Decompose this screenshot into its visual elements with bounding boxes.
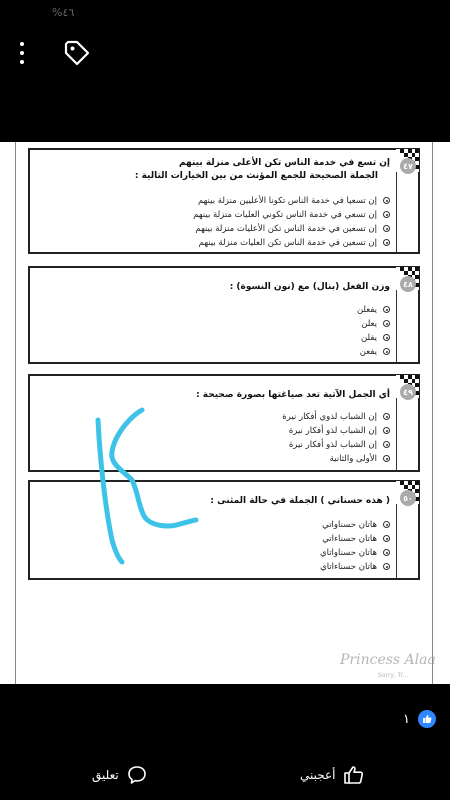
question-text: أي الجمل الآتية تعد صياغتها بصورة صحيحة :	[196, 390, 390, 400]
answer-option	[360, 345, 390, 358]
question-card	[28, 148, 420, 254]
like-button[interactable]	[300, 765, 365, 785]
radio-icon	[383, 413, 390, 420]
question-number: ٥٠	[400, 490, 416, 506]
radio-icon	[383, 427, 390, 434]
answer-option	[289, 424, 390, 437]
post-photo[interactable]	[0, 142, 450, 684]
answer-option	[322, 532, 390, 545]
comment-icon	[127, 765, 147, 785]
page-border	[432, 142, 433, 684]
answer-option	[361, 317, 390, 330]
answer-option	[198, 194, 390, 207]
like-label: أعجبني	[300, 768, 336, 782]
answer-option	[320, 546, 390, 559]
answer-option	[320, 560, 390, 573]
question-number: ٤٨	[400, 276, 416, 292]
answer-option	[282, 410, 390, 423]
option-label: هاتان حسناواتي	[322, 519, 377, 530]
answer-option	[289, 438, 390, 451]
like-reaction-icon[interactable]	[418, 710, 436, 728]
thumbs-up-icon	[343, 765, 365, 785]
radio-icon	[383, 211, 390, 218]
radio-icon	[383, 549, 390, 556]
question-number: ٤٧	[400, 158, 416, 174]
option-label: إن الشباب لذو أفكار نيرة	[288, 425, 377, 436]
option-label: هاتان حسناءاتي	[322, 533, 377, 544]
radio-icon	[383, 334, 390, 341]
option-label: يفلن	[361, 332, 377, 343]
option-label: هاتان حسناواتاي	[319, 547, 377, 558]
question-text: وزن الفعل (بنال) مع (نون النسوة) :	[229, 282, 390, 292]
question-text: ( هذه حسناني ) الجملة في حالة المثنى :	[210, 496, 390, 506]
radio-icon	[383, 455, 390, 462]
radio-icon	[383, 348, 390, 355]
action-bar	[0, 755, 450, 800]
page-border	[15, 142, 16, 684]
comment-button[interactable]	[92, 765, 147, 785]
question-card	[28, 480, 420, 580]
option-label: الأولى والثانية	[329, 453, 377, 464]
option-label: يفعن	[359, 346, 377, 357]
option-label: إن الشباب لذو أفكار نيرة	[288, 439, 377, 450]
option-label: يفعلن	[356, 304, 377, 315]
answer-option	[199, 236, 390, 249]
answer-option	[330, 452, 390, 465]
radio-icon	[383, 320, 390, 327]
radio-icon	[383, 563, 390, 570]
reaction-count[interactable]: ١	[403, 712, 410, 727]
question-instruction: الجملة الصحيحة للجمع المؤنث من بين الخيارات التالية :	[134, 171, 378, 181]
question-text: إن تسع في خدمة الناس تكن الأعلى منزلة بينهم	[178, 158, 390, 168]
answer-option	[357, 303, 390, 316]
radio-icon	[383, 521, 390, 528]
watermark: Princess Alaa	[340, 652, 436, 668]
radio-icon	[383, 225, 390, 232]
option-label: يعلن	[361, 318, 377, 329]
question-card	[28, 266, 420, 364]
option-label: هاتان حسناءاتاي	[320, 561, 377, 572]
option-label: إن تسعي في خدمة الناس تكوني العليات منزلة بينهم	[193, 209, 377, 220]
option-label: إن تسعيا في خدمة الناس تكونا الأعليين منزلة بينهم	[197, 195, 377, 206]
battery-percent: %٤٦	[52, 6, 75, 19]
answer-option	[193, 208, 390, 221]
watermark-subtext: Sorry, Tr...	[378, 672, 409, 679]
status-bar	[0, 0, 450, 24]
radio-icon	[383, 197, 390, 204]
comment-label: تعليق	[92, 768, 119, 782]
more-options-icon[interactable]	[16, 42, 28, 64]
radio-icon	[383, 535, 390, 542]
radio-icon	[383, 306, 390, 313]
question-number: ٤٩	[400, 384, 416, 400]
answer-option	[361, 331, 390, 344]
option-label: إن الشباب لذوي أفكار نيرة	[282, 411, 377, 422]
tag-icon[interactable]	[62, 38, 92, 68]
option-label: إن تسعين في خدمة الناس تكن العليات منزلة بينهم	[198, 237, 377, 248]
radio-icon	[383, 239, 390, 246]
radio-icon	[383, 441, 390, 448]
answer-option	[322, 518, 390, 531]
option-label: إن تسعين في خدمة الناس تكن الأعليات منزلة بينهم	[195, 223, 377, 234]
viewer-top-bar	[0, 24, 450, 84]
question-card	[28, 374, 420, 472]
answer-option	[195, 222, 390, 235]
